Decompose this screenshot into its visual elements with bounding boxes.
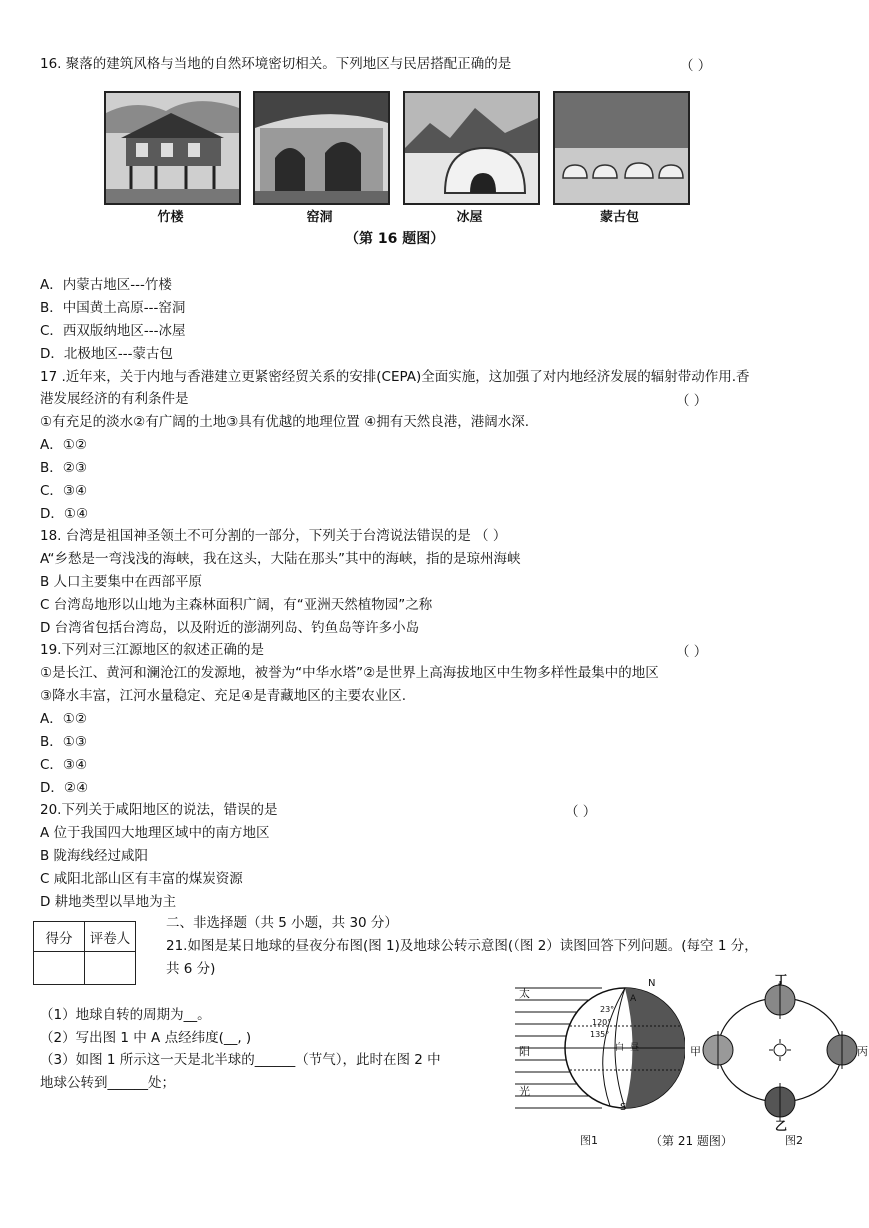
option: D 台湾省包括台湾岛，以及附近的澎湖列岛、钓鱼岛等许多小岛	[40, 620, 420, 636]
option: B．②③	[40, 460, 87, 476]
fig1-label-lat: 120°	[592, 1018, 612, 1027]
fig1-label-a: A	[630, 994, 637, 1004]
fig1-label-sun: 太	[519, 987, 530, 1000]
fig2-label-right: 丙	[857, 1045, 868, 1058]
figure-revolution	[700, 975, 860, 1134]
q21-sub-question: （3）如图 1 所示这一天是北半球的______（节气），此时在图 2 中	[40, 1052, 441, 1068]
section-title: 二、非选择题（共 5 小题，共 30 分）	[166, 915, 398, 931]
option: D 耕地类型以旱地为主	[40, 894, 177, 910]
figure-caption: 图1	[580, 1134, 598, 1147]
figure-caption: （第 21 题图）	[650, 1134, 733, 1148]
q17-items: ①有充足的淡水②有广阔的土地③具有优越的地理位置 ④拥有天然良港，港阔水深.	[40, 414, 529, 430]
option: A．内蒙古地区---竹楼	[40, 277, 172, 293]
fig1-label-night: 昼	[630, 1043, 640, 1053]
score-label: 得分	[34, 922, 85, 952]
photo-caption: 竹楼	[157, 210, 184, 225]
option: D．②④	[40, 780, 89, 796]
option: A“乡愁是一弯浅浅的海峡，我在这头，大陆在那头”其中的海峡，指的是琼州海峡	[40, 551, 521, 567]
q17-stem: 17 .近年来，关于内地与香港建立更紧密经贸关系的安排(CEPA)全面实施，这加强了对内地经济发展的辐射带动作用.香	[40, 369, 750, 385]
q21-stem: 21.如图是某日地球的昼夜分布图(图 1)及地球公转示意图(（图 2）读图回答下列问题。(每空 1 分，	[166, 938, 758, 954]
q19-items: ①是长江、黄河和澜沧江的发源地，被誉为“中华水塔”②是世界上高海拔地区中生物多样性最集中的地区	[40, 665, 659, 681]
fig2-label-bottom: 乙	[775, 1119, 788, 1133]
option: B．①③	[40, 734, 87, 750]
photo-cave-dwelling	[253, 91, 390, 205]
option: B 陇海线经过咸阳	[40, 848, 149, 864]
figure-caption: （第 16 题图）	[345, 231, 445, 247]
photo-bamboo-house	[104, 91, 241, 205]
score-cell[interactable]	[34, 952, 85, 985]
fig1-label-lat: 135°	[590, 1030, 610, 1039]
fig1-label-south: S	[620, 1102, 627, 1113]
score-table	[33, 921, 136, 985]
q21-stem: 共 6 分)	[166, 961, 216, 977]
option: B 人口主要集中在西部平原	[40, 574, 203, 590]
q19-stem: 19.下列对三江源地区的叙述正确的是	[40, 642, 264, 658]
photo-yurt	[553, 91, 690, 205]
option: C．③④	[40, 757, 88, 773]
q21-sub-question: （1）地球自转的周期为__。	[40, 1007, 211, 1023]
option: D．北极地区---蒙古包	[40, 346, 174, 362]
fig1-label-lat: 23°	[600, 1005, 615, 1014]
photo-caption: 冰屋	[456, 210, 483, 225]
grader-label: 评卷人	[85, 922, 136, 952]
q16-stem: 16. 聚落的建筑风格与当地的自然环境密切相关。下列地区与民居搭配正确的是	[40, 56, 512, 72]
figure-caption: 图2	[785, 1134, 803, 1147]
q19-answer-paren: （ ）	[676, 644, 708, 660]
fig1-label-day: 白	[615, 1043, 625, 1053]
q21-sub-question: 地球公转到______处；	[40, 1075, 175, 1091]
photo-caption: 窑洞	[306, 210, 333, 225]
option: A．①②	[40, 711, 87, 727]
option: C 咸阳北部山区有丰富的煤炭资源	[40, 871, 243, 887]
grader-cell[interactable]	[85, 952, 136, 985]
option: C．③④	[40, 483, 88, 499]
q21-sub-question: （2）写出图 1 中 A 点经纬度(__, )	[40, 1030, 252, 1046]
option: B．中国黄土高原---窑洞	[40, 300, 186, 316]
q20-stem: 20.下列关于咸阳地区的说法，错误的是	[40, 802, 278, 818]
q20-answer-paren: （ ）	[565, 804, 597, 820]
q16-answer-paren: （ ）	[680, 58, 712, 74]
q18-stem: 18. 台湾是祖国神圣领土不可分割的一部分，下列关于台湾说法错误的是 （ ）	[40, 528, 507, 544]
figure-day-night	[510, 978, 685, 1132]
fig1-label-north: N	[648, 978, 656, 989]
option: C 台湾岛地形以山地为主森林面积广阔，有“亚洲天然植物园”之称	[40, 597, 433, 613]
option: A．①②	[40, 437, 87, 453]
q19-items: ③降水丰富，江河水量稳定、充足④是青藏地区的主要农业区.	[40, 688, 406, 704]
fig1-label-sun: 阳	[519, 1045, 530, 1058]
option: A 位于我国四大地理区域中的南方地区	[40, 825, 270, 841]
q17-answer-paren: （ ）	[676, 393, 708, 409]
fig2-label-top: 丁	[775, 973, 788, 987]
fig1-label-sun: 光	[519, 1085, 530, 1098]
photo-igloo	[403, 91, 540, 205]
option: C．西双版纳地区---冰屋	[40, 323, 186, 339]
option: D．①④	[40, 506, 89, 522]
q17-stem: 港发展经济的有利条件是	[40, 391, 189, 407]
fig2-label-left: 甲	[690, 1045, 701, 1058]
photo-caption: 蒙古包	[599, 210, 639, 225]
